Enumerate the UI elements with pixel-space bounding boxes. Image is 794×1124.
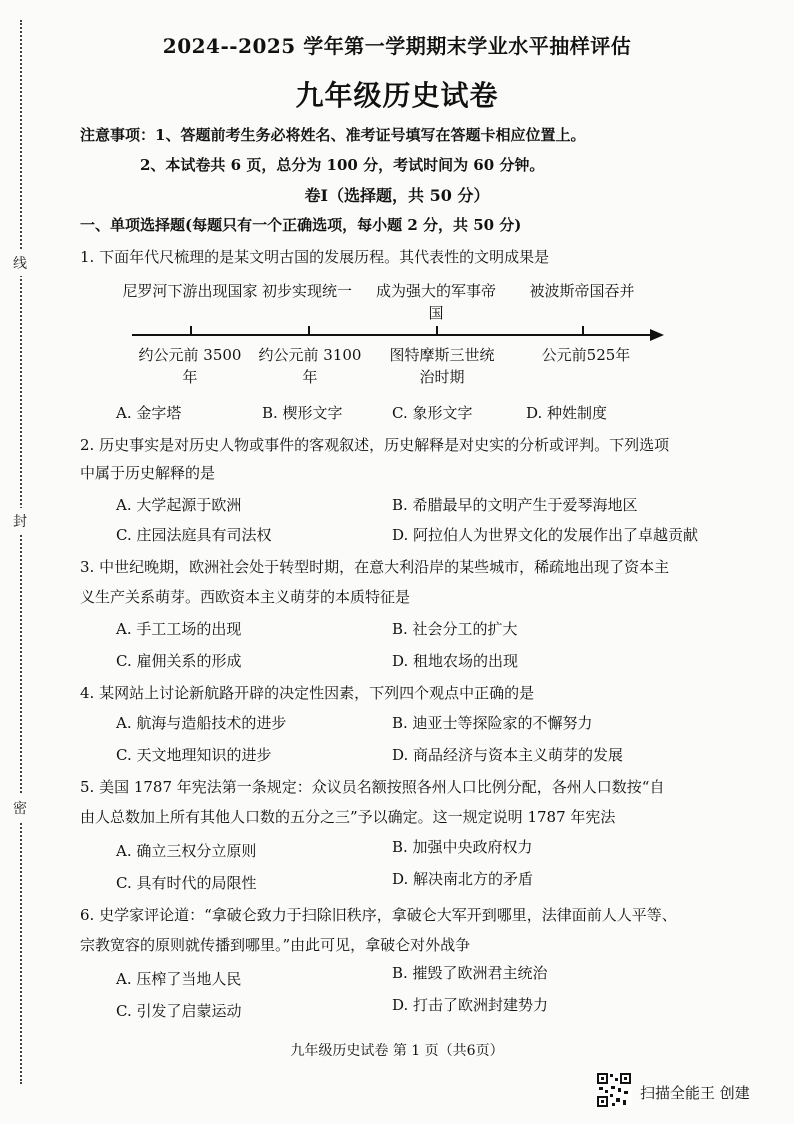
timeline-event-2: 初步实现统一 bbox=[261, 282, 352, 300]
question-2-stem-line-1: 2. 历史事实是对历史人物或事件的客观叙述，历史解释是对史实的分析或评判。下列选项 bbox=[80, 436, 670, 454]
question-6-stem-line-1: 6. 史学家评论道：“拿破仑致力于扫除旧秩序，拿破仑大军开到哪里，法律面前人人平等、 bbox=[80, 906, 677, 924]
question-5-option-b: B. 加强中央政府权力 bbox=[392, 838, 533, 856]
question-6-option-a: A. 压榨了当地人民 bbox=[116, 970, 242, 988]
question-6-option-d: D. 打击了欧洲封建势力 bbox=[392, 996, 549, 1014]
question-5-option-c: C. 具有时代的局限性 bbox=[116, 874, 257, 892]
question-2-option-d: D. 阿拉伯人为世界文化的发展作出了卓越贡献 bbox=[392, 526, 699, 544]
question-4-option-c: C. 天文地理知识的进步 bbox=[116, 746, 272, 764]
question-4-stem: 4. 某网站上讨论新航路开辟的决定性因素，下列四个观点中正确的是 bbox=[80, 684, 535, 702]
question-5-option-d: D. 解决南北方的矛盾 bbox=[392, 870, 534, 888]
binding-label-xian: 线 bbox=[8, 250, 32, 276]
question-3-option-b: B. 社会分工的扩大 bbox=[392, 620, 518, 638]
question-4-option-a: A. 航海与造船技术的进步 bbox=[116, 714, 287, 732]
question-3-stem-line-1: 3. 中世纪晚期，欧洲社会处于转型时期，在意大利沿岸的某些城市，稀疏地出现了资本主 bbox=[80, 558, 670, 576]
question-2-stem-line-2: 中属于历史解释的是 bbox=[80, 464, 216, 482]
binding-label-mi: 密 bbox=[8, 795, 32, 821]
question-1-option-c: C. 象形文字 bbox=[392, 404, 473, 422]
question-6-option-c: C. 引发了启蒙运动 bbox=[116, 1002, 242, 1020]
section-title: 卷Ⅰ（选择题，共 50 分） bbox=[304, 186, 490, 205]
timeline-event-3: 成为强大的军事帝国 bbox=[375, 282, 496, 322]
notice-line-1: 注意事项：1、答题前考生务必将姓名、准考证号填写在答题卡相应位置上。 bbox=[80, 126, 586, 144]
scanner-watermark-text: 扫描全能王 创建 bbox=[640, 1084, 750, 1102]
timeline-date-3: 图特摩斯三世统治时期 bbox=[389, 346, 495, 386]
question-2-option-a: A. 大学起源于欧洲 bbox=[116, 496, 242, 514]
timeline-axis bbox=[132, 334, 652, 336]
exam-term-title: 2024--2025 学年第一学期期末学业水平抽样评估 bbox=[162, 34, 632, 58]
timeline-tick bbox=[308, 326, 310, 335]
question-3-stem-line-2: 义生产关系萌芽。西欧资本主义萌芽的本质特征是 bbox=[80, 588, 411, 606]
question-2-option-c: C. 庄园法庭具有司法权 bbox=[116, 526, 272, 544]
question-2-option-b: B. 希腊最早的文明产生于爱琴海地区 bbox=[392, 496, 638, 514]
question-3-option-a: A. 手工工场的出现 bbox=[116, 620, 242, 638]
qr-code-icon bbox=[596, 1072, 632, 1108]
part-heading: 一、单项选择题(每题只有一个正确选项，每小题 2 分，共 50 分) bbox=[80, 216, 522, 234]
binding-label-feng: 封 bbox=[8, 508, 32, 534]
timeline-arrow-icon bbox=[650, 329, 664, 341]
question-1-stem: 1. 下面年代尺梳理的是某文明古国的发展历程。其代表性的文明成果是 bbox=[80, 248, 550, 266]
timeline-date-4: 公元前525年 bbox=[541, 346, 631, 364]
question-6-option-b: B. 摧毁了欧洲君主统治 bbox=[392, 964, 548, 982]
notice-line-2: 2、本试卷共 6 页，总分为 100 分，考试时间为 60 分钟。 bbox=[140, 156, 545, 174]
question-1-option-b: B. 楔形文字 bbox=[262, 404, 343, 422]
question-5-stem-line-2: 由人总数加上所有其他人口数的五分之三”予以确定。这一规定说明 1787 年宪法 bbox=[80, 808, 616, 826]
question-4-option-d: D. 商品经济与资本主义萌芽的发展 bbox=[392, 746, 624, 764]
question-1-option-a: A. 金字塔 bbox=[116, 404, 182, 422]
timeline-event-4: 被波斯帝国吞并 bbox=[529, 282, 635, 300]
question-5-stem-line-1: 5. 美国 1787 年宪法第一条规定：众议员名额按照各州人口比例分配，各州人口数按“自 bbox=[80, 778, 665, 796]
timeline-tick bbox=[436, 326, 438, 335]
binding-dotted-line bbox=[20, 20, 22, 1084]
timeline-date-2: 约公元前 3100年 bbox=[258, 346, 362, 386]
timeline-tick bbox=[190, 326, 192, 335]
question-5-option-a: A. 确立三权分立原则 bbox=[116, 842, 257, 860]
timeline-event-1: 尼罗河下游出现国家 bbox=[122, 282, 258, 300]
exam-subject-title: 九年级历史试卷 bbox=[295, 79, 499, 112]
question-3-option-d: D. 租地农场的出现 bbox=[392, 652, 519, 670]
timeline-date-1: 约公元前 3500年 bbox=[138, 346, 242, 386]
question-6-stem-line-2: 宗教宽容的原则就传播到哪里。”由此可见，拿破仑对外战争 bbox=[80, 936, 471, 954]
timeline-tick bbox=[582, 326, 584, 335]
question-4-option-b: B. 迪亚士等探险家的不懈努力 bbox=[392, 714, 593, 732]
page-footer: 九年级历史试卷 第 1 页（共6页） bbox=[290, 1043, 504, 1059]
question-3-option-c: C. 雇佣关系的形成 bbox=[116, 652, 242, 670]
question-1-option-d: D. 种姓制度 bbox=[526, 404, 608, 422]
